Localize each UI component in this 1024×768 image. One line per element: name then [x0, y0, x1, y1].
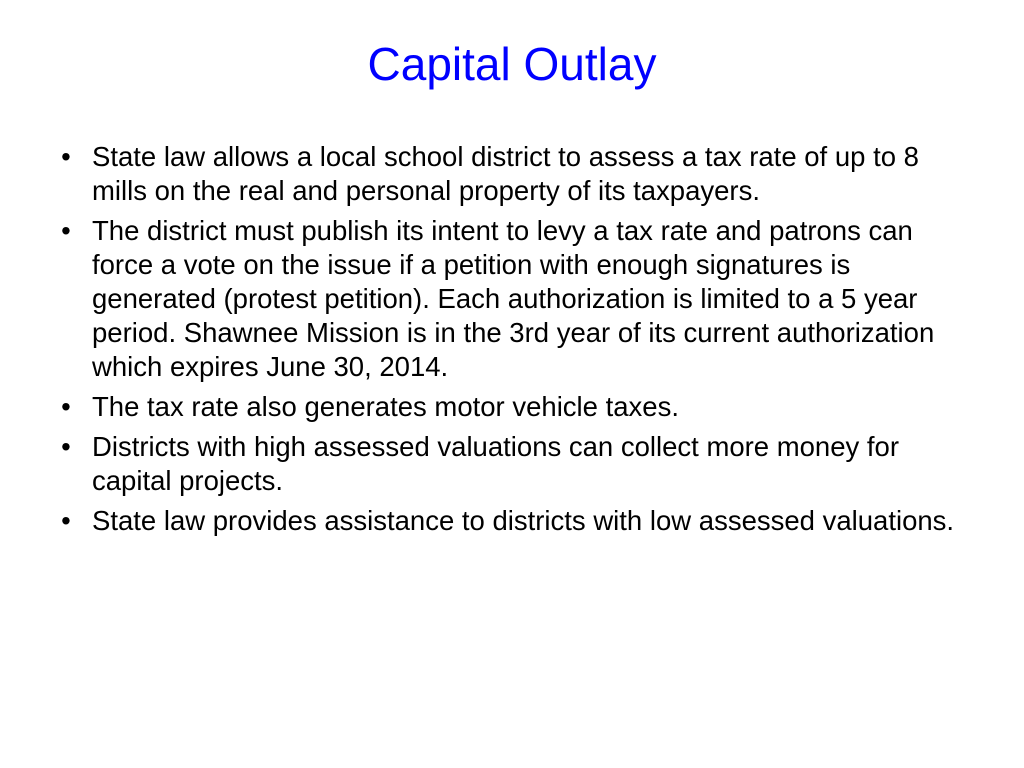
bullet-list: [50, 140, 970, 544]
bullet-dot-icon: •: [61, 505, 71, 536]
bullet-text: The district must publish its intent to levy a tax rate and patrons can force a vote on the issue if a petition with enough signatures is generated (protest petition). Each authorization is limited to a 5 year period. Shawnee Mission is in the 3rd year of its current authorization which expires June 30, 2014.: [92, 215, 935, 382]
bullet-text: The tax rate also generates motor vehicle taxes.: [92, 391, 679, 422]
bullet-item: [50, 504, 970, 538]
bullet-dot-icon: •: [61, 141, 71, 172]
bullet-item: [50, 214, 970, 384]
bullet-text: State law allows a local school district to assess a tax rate of up to 8 mills on the real and personal property of its taxpayers.: [92, 141, 919, 206]
bullet-dot-icon: •: [61, 215, 71, 246]
bullet-text: State law provides assistance to districts with low assessed valuations.: [92, 505, 955, 536]
bullet-item: [50, 390, 970, 424]
bullet-dot-icon: •: [61, 431, 71, 462]
bullet-item: [50, 430, 970, 498]
bullet-text: Districts with high assessed valuations can collect more money for capital projects.: [92, 431, 900, 496]
bullet-dot-icon: •: [61, 391, 71, 422]
bullet-item: [50, 140, 970, 208]
slide-title: Capital Outlay: [367, 38, 657, 90]
